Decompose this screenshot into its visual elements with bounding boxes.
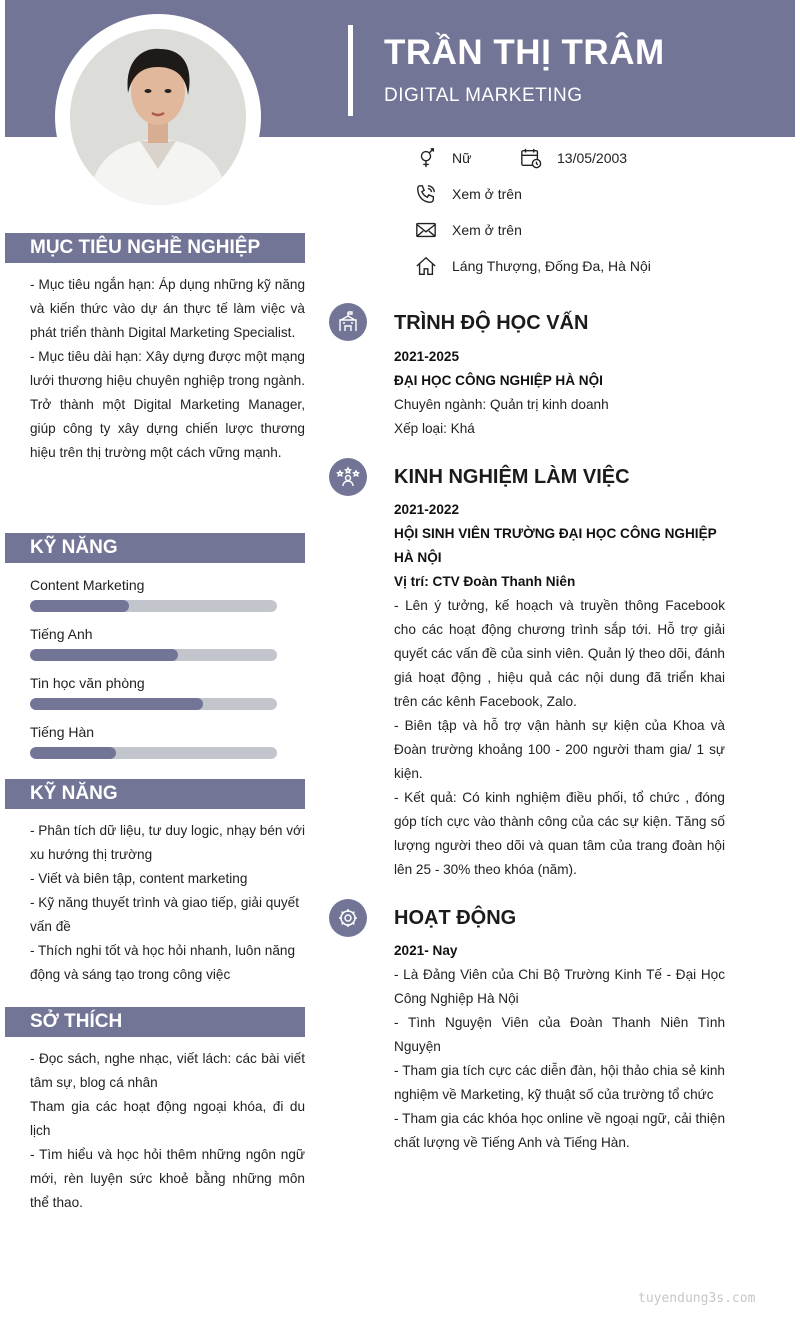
activity-item: - Tham gia tích cực các diễn đàn, hội thảo chia sẻ kinh nghiệm về Marketing, kỹ thuật số của trường tổ chức [394, 1063, 725, 1102]
activities-text [394, 939, 725, 1155]
education-title: TRÌNH ĐỘ HỌC VẤN [394, 312, 589, 334]
experience-item: - Kết quả: Có kinh nghiệm điều phối, tổ chức , đóng góp tích cực vào thành công của các sự kiện. Tăng số lượng người theo dõi và quan tâm của trang đoàn hội lên 25 - 30% theo khóa (năm). [394, 790, 725, 877]
home-icon [415, 255, 437, 277]
candidate-name: TRẦN THỊ TRÂM [384, 33, 665, 72]
activities-title: HOẠT ĐỘNG [394, 907, 517, 929]
hobbies-text [30, 1047, 305, 1215]
education-period: 2021-2025 [394, 349, 460, 364]
mail-icon [415, 219, 437, 241]
soft-skill-item: - Thích nghi tốt và học hỏi nhanh, luôn năng động và sáng tạo trong công việc [30, 943, 296, 982]
experience-icon [329, 458, 367, 496]
experience-item: - Lên ý tưởng, kế hoạch và truyền thông Facebook cho các hoạt động chương trình sắp tới. Hỗ trợ giải quyết các vấn đề của sinh viên. Quản lý theo dõi, đánh giá hoạt động , hiệu quả các nội dung đã triển khai trên các kênh Facebook, Zalo. [394, 598, 725, 709]
objective-paragraph: - Mục tiêu ngắn hạn: Áp dụng những kỹ năng và kiến thức vào dự án thực tế làm việc và phát triển thành Digital Marketing Specialist. [30, 277, 305, 340]
soft-skills-title: KỸ NĂNG [5, 779, 305, 809]
email-value: Xem ở trên [452, 222, 522, 238]
activity-item: - Tham gia các khóa học online về ngoại ngữ, cải thiện chất lượng về Tiếng Anh và Tiếng Hàn. [394, 1111, 725, 1150]
activities-icon [329, 899, 367, 937]
soft-skill-item: - Phân tích dữ liệu, tư duy logic, nhạy bén với xu hướng thị trường [30, 823, 305, 862]
phone-value: Xem ở trên [452, 186, 522, 202]
experience-item: - Biên tập và hỗ trợ vận hành sự kiện của Khoa và Đoàn trường khoảng 100 - 200 người tham gia/ 1 sự kiện. [394, 718, 725, 781]
birthday-value: 13/05/2003 [557, 150, 628, 166]
experience-organization: HỘI SINH VIÊN TRƯỜNG ĐẠI HỌC CÔNG NGHIỆP HÀ NỘI [394, 526, 717, 565]
skill-bar-fill [30, 747, 116, 759]
hobby-item: Tham gia các hoạt động ngoại khóa, đi du lịch [30, 1099, 305, 1138]
soft-skill-item: - Viết và biên tập, content marketing [30, 871, 248, 886]
activity-item: - Là Đảng Viên của Chi Bộ Trường Kinh Tế - Đại Học Công Nghiệp Hà Nội [394, 967, 725, 1006]
skill-label: Tiếng Anh [30, 626, 93, 642]
address-value: Láng Thượng, Đống Đa, Hà Nội [452, 258, 651, 274]
hobby-item: - Tìm hiểu và học hỏi thêm những ngôn ngữ mới, rèn luyện sức khoẻ bằng những môn thể thao. [30, 1147, 305, 1210]
job-title: DIGITAL MARKETING [384, 85, 583, 106]
skill-bar [30, 600, 277, 612]
watermark: tuyendung3s.com [638, 1291, 756, 1306]
name-divider [348, 25, 353, 116]
gender-value: Nữ [452, 150, 472, 166]
objective-title: MỤC TIÊU NGHỀ NGHIỆP [5, 233, 305, 263]
skill-bar [30, 747, 277, 759]
gender-icon [415, 147, 437, 169]
activity-item: - Tình Nguyện Viên của Đoàn Thanh Niên Tình Nguyện [394, 1015, 725, 1054]
skill-bar-fill [30, 600, 129, 612]
email-row [415, 219, 522, 241]
education-school: ĐẠI HỌC CÔNG NGHIỆP HÀ NỘI [394, 373, 603, 388]
experience-text [394, 498, 725, 882]
education-text [394, 345, 725, 441]
experience-period: 2021-2022 [394, 502, 460, 517]
hobbies-title: SỞ THÍCH [5, 1007, 305, 1037]
skill-bar-fill [30, 649, 178, 661]
birthday-row [520, 147, 627, 169]
skill-label: Tin học văn phòng [30, 675, 145, 691]
skill-bar-fill [30, 698, 203, 710]
skills-title: KỸ NĂNG [5, 533, 305, 563]
experience-position: Vị trí: CTV Đoàn Thanh Niên [394, 574, 576, 589]
phone-row [415, 183, 522, 205]
soft-skills-text [30, 819, 305, 987]
activities-period: 2021- Nay [394, 943, 458, 958]
hobby-item: - Đọc sách, nghe nhạc, viết lách: các bài viết tâm sự, blog cá nhân [30, 1051, 305, 1090]
skill-label: Tiếng Hàn [30, 724, 95, 740]
experience-title: KINH NGHIỆM LÀM VIỆC [394, 466, 630, 488]
phone-icon [415, 183, 437, 205]
objective-paragraph: - Mục tiêu dài hạn: Xây dựng được một mạng lưới thương hiệu chuyên nghiệp trong ngành. Trở thành một Digital Marketing Manager, giúp công ty xây dựng chiến lược thương hiệu trên thị trường một cách vững mạnh. [30, 349, 305, 460]
school-icon [329, 303, 367, 341]
skill-bar [30, 649, 277, 661]
gender-row [415, 147, 471, 169]
skill-label: Content Marketing [30, 577, 145, 593]
skill-bar [30, 698, 277, 710]
education-grade: Xếp loại: Khá [394, 421, 475, 436]
address-row [415, 255, 651, 277]
objective-text [30, 273, 305, 465]
calendar-icon [520, 147, 542, 169]
avatar [70, 29, 246, 205]
soft-skill-item: - Kỹ năng thuyết trình và giao tiếp, giải quyết vấn đề [30, 895, 300, 934]
education-major: Chuyên ngành: Quản trị kinh doanh [394, 397, 609, 412]
